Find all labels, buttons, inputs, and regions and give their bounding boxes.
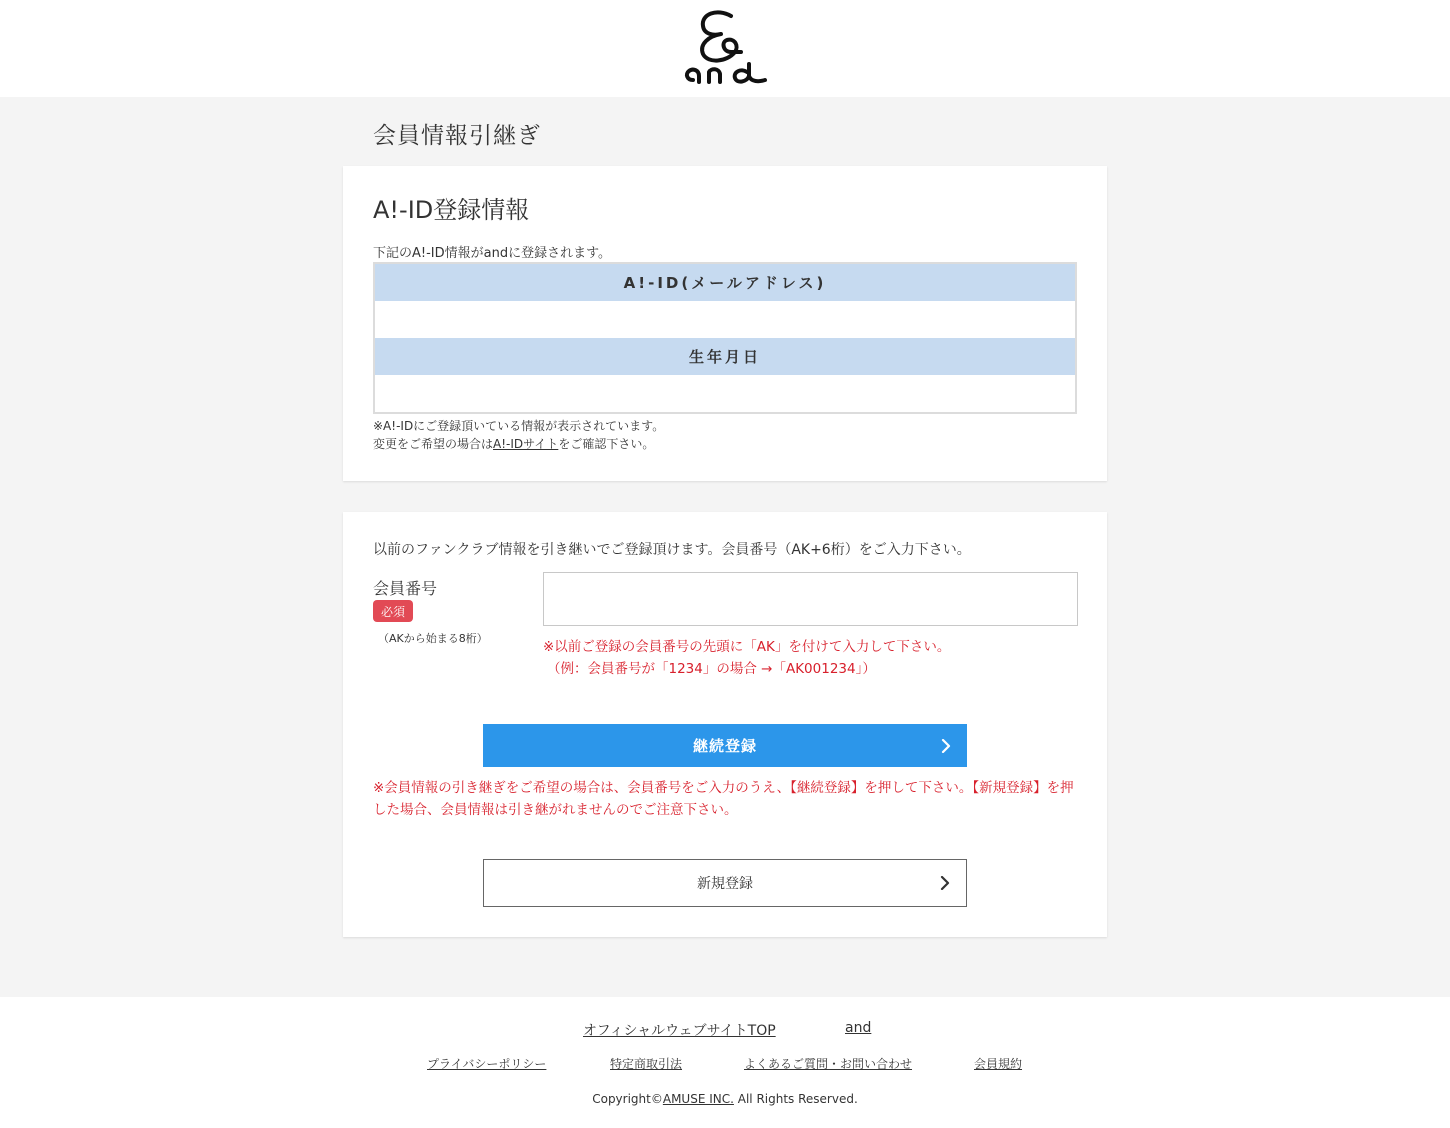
footer-link-tokushoho[interactable]: 特定商取引法 [610,1057,683,1071]
aid-note-prefix: 変更をご希望の場合は [373,437,494,451]
aid-site-link[interactable]: A!-IDサイト [493,437,559,451]
chevron-right-icon [938,876,952,890]
aid-intro-text: 下記のA!-ID情報がandに登録されます。 [373,246,612,261]
aid-note-suffix: をご確認下さい。 [558,437,655,451]
site-footer [0,997,1450,1128]
footer-link-official-top[interactable]: オフィシャルウェブサイトTOP [583,1023,776,1039]
input-note-line1: ※以前ご登録の会員番号の先頭に「AK」を付けて入力して下さい。 [543,639,951,655]
new-registration-button[interactable] [483,859,967,907]
member-form-card [343,512,1107,937]
section-title: A!-ID登録情報 [373,196,530,224]
aid-info-table [373,262,1077,414]
member-number-input[interactable] [543,572,1078,626]
required-badge: 必須 [373,600,413,622]
aid-info-card [343,166,1107,481]
and-logo[interactable] [679,6,771,88]
member-number-hint: （AKから始まる8桁） [378,632,488,645]
copyright [0,1092,1450,1106]
email-value [375,301,1075,338]
aid-note-line1: ※A!-IDにご登録頂いている情報が表示されています。 [373,419,665,433]
member-number-label: 会員番号 [373,579,438,598]
birthday-header: 生年月日 [375,338,1075,375]
footer-link-privacy[interactable]: プライバシーポリシー [427,1057,547,1071]
footer-link-and[interactable]: and [845,1020,872,1036]
email-header: A!-ID(メールアドレス) [375,264,1075,301]
form-description: 以前のファンクラブ情報を引き継いでご登録頂けます。会員番号（AK+6桁）をご入力下さい。 [373,542,971,558]
aid-note-line2 [373,435,654,452]
footer-link-faq[interactable]: よくあるご質問・お問い合わせ [744,1057,913,1071]
site-header [0,0,1450,97]
copyright-prefix: Copyright© [592,1092,663,1106]
new-button-label: 新規登録 [697,876,753,892]
input-note-line2: （例：会員番号が「1234」の場合 →「AK001234」） [547,661,876,677]
birthday-value [375,375,1075,412]
page-title: 会員情報引継ぎ [373,123,541,149]
copyright-suffix: All Rights Reserved. [733,1092,858,1106]
chevron-right-icon [939,739,953,753]
amuse-link[interactable]: AMUSE INC. [662,1092,734,1106]
inheritance-warning: ※会員情報の引き継ぎをご希望の場合は、会員番号をご入力のうえ、【継続登録】を押して下さい。【新規登録】を押した場合、会員情報は引き継がれませんのでご注意下さい。 [373,780,1074,818]
footer-link-terms[interactable]: 会員規約 [974,1057,1023,1071]
continue-button-label: 継続登録 [692,737,757,755]
continue-registration-button[interactable] [483,724,967,767]
